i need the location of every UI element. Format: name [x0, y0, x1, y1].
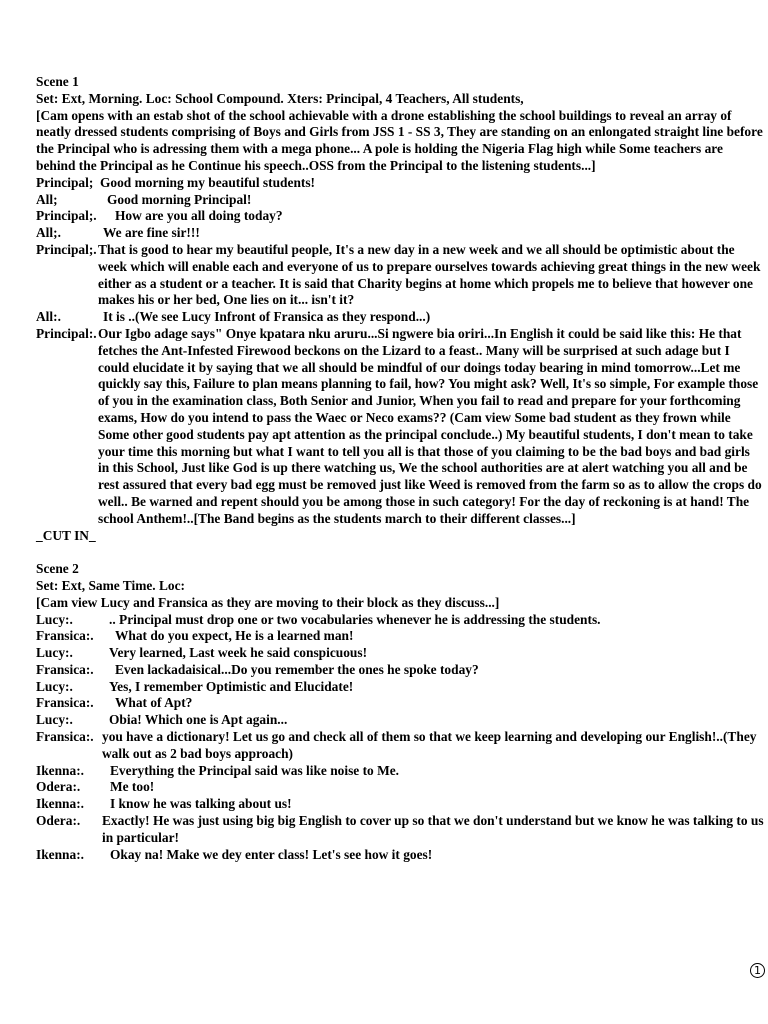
dialogue-line [36, 628, 764, 645]
dialogue-line [36, 679, 764, 696]
dialogue-line [36, 662, 764, 679]
scene-spacer [36, 544, 764, 561]
script-content [36, 74, 764, 863]
speaker-name: Fransica:. [36, 628, 94, 644]
dialogue-line [36, 326, 764, 528]
speaker-name: Lucy:. [36, 611, 73, 627]
page-number: 1 [750, 963, 765, 978]
speaker-name: Odera:. [36, 779, 81, 795]
dialogue-text: Yes, I remember Optimistic and Elucidate! [109, 678, 354, 694]
speaker-name: Fransica:. [36, 661, 94, 677]
dialogue-line [36, 779, 764, 796]
dialogue-text: Good morning my beautiful students! [100, 174, 316, 190]
dialogue-line [36, 242, 764, 309]
dialogue-line [36, 225, 764, 242]
dialogue-line [36, 309, 764, 326]
dialogue-text: Okay na! Make we dey enter class! Let's see how it goes! [110, 846, 433, 862]
dialogue-text: I know he was talking about us! [110, 796, 292, 812]
speaker-name: All;. [36, 225, 61, 241]
speaker-name: All; [36, 191, 58, 207]
dialogue-text: It is ..(We see Lucy Infront of Fransica as they respond...) [103, 309, 431, 325]
dialogue-text: Exactly! He was just using big big English to cover up so that we don't understand but we know he was talking to us in particular! [102, 813, 764, 845]
dialogue-text: What of Apt? [115, 695, 193, 711]
dialogue-text: That is good to hear my beautiful people, It's a new day in a new week and we all should be optimistic about the week which will enable each and everyone of us to prepare ourselves towards achieving great things in the new week either as a student or a teacher. It is said that Charity begins at home which propels me to believe that however one makes his or her bed, One lies on it... isn't it? [98, 241, 761, 308]
speaker-name: Lucy:. [36, 645, 73, 661]
scene-2-set: Set: Ext, Same Time. Loc: [36, 577, 186, 593]
speaker-name: Lucy:. [36, 678, 73, 694]
speaker-name: Ikenna:. [36, 796, 84, 812]
dialogue-text: Me too! [110, 779, 155, 795]
dialogue-line [36, 175, 764, 192]
dialogue-line [36, 645, 764, 662]
scene-1-title: Scene 1 [36, 74, 79, 89]
dialogue-line [36, 612, 764, 629]
dialogue-line [36, 763, 764, 780]
dialogue-text: Obia! Which one is Apt again... [109, 712, 288, 728]
dialogue-line [36, 208, 764, 225]
cut-in-transition: _CUT IN_ [36, 527, 96, 543]
dialogue-line [36, 813, 764, 847]
scene-2-direction: [Cam view Lucy and Fransica as they are moving to their block as they discuss...] [36, 594, 500, 610]
speaker-name: Principal:. [36, 325, 97, 341]
speaker-name: Odera:. [36, 813, 81, 829]
scene-1 [36, 74, 764, 544]
dialogue-text: .. Principal must drop one or two vocabularies whenever he is addressing the students. [109, 611, 601, 627]
speaker-name: All:. [36, 309, 61, 325]
dialogue-text: Our Igbo adage says" Onye kpatara nku aruru...Si ngwere bia oriri...In English it could be said like this: He that fetches the Ant-Infested Firewood beckons on the Lizard to a feast.. Many will be surprised at such adage but I could elucidate it by saying that we all should be mindful of our doings today bearing in mind tomorrow...Let me quickly say this, Failure to plan means planning to fail, how? You might ask? Well, It's so simple, For example those of you in the examination class, Both Senior and Junior, When you fail to read and prepare for your forthcoming exams, How do you intend to pass the Waec or Neco exams?? (Cam view Some bad student as they frown while Some other good students pay apt attention as the principal conclude..) My beautiful students, I don't mean to take your time this morning but what I want to tell you all is that those of you claiming to be the bad boys and bad girls in this School, Just like God is up there watching us, We the school authorities are at alert watching you all and be rest assured that every bad egg must be removed just like Weed is removed from the farm so as to allow the crops do well.. Be warned and repent should you be among those in such category! For the day of reckoning is at hand! The school Anthem!..[The Band begins as the students march to their different classes...] [98, 325, 762, 526]
speaker-name: Lucy:. [36, 712, 73, 728]
scene-1-direction: [Cam opens with an estab shot of the school achievable with a drone establishing the school buildings to reveal an array of neatly dressed students comprising of Boys and Girls from JSS 1 - SS 3, They are standing on an enlongated straight line before the Principal who is adressing them with a mega phone... A pole is holding the Nigeria Flag high while Some teachers are behind the Principal as he Continue his speech..OSS from the Principal to the listening students...] [36, 107, 763, 173]
dialogue-line [36, 712, 764, 729]
scene-2-title: Scene 2 [36, 561, 79, 577]
scene-1-set: Set: Ext, Morning. Loc: School Compound. Xters: Principal, 4 Teachers, All students, [36, 90, 524, 106]
speaker-name: Principal; [36, 174, 94, 190]
speaker-name: Ikenna:. [36, 762, 84, 778]
speaker-name: Fransica:. [36, 729, 94, 745]
dialogue-text: Good morning Principal! [107, 191, 252, 207]
dialogue-text: Even lackadaisical...Do you remember the ones he spoke today? [115, 661, 479, 677]
dialogue-text: We are fine sir!!! [103, 225, 200, 241]
speaker-name: Principal;. [36, 241, 97, 257]
dialogue-text: Everything the Principal said was like noise to Me. [110, 762, 400, 778]
dialogue-text: What do you expect, He is a learned man! [115, 628, 354, 644]
speaker-name: Ikenna:. [36, 846, 84, 862]
scene-2 [36, 561, 764, 863]
dialogue-text: Very learned, Last week he said conspicuous! [109, 645, 368, 661]
dialogue-line [36, 192, 764, 209]
dialogue-line [36, 729, 764, 763]
dialogue-text: you have a dictionary! Let us go and check all of them so that we keep learning and developing our English!..(They walk out as 2 bad boys approach) [102, 729, 757, 761]
speaker-name: Principal;. [36, 208, 97, 224]
dialogue-line [36, 847, 764, 864]
dialogue-line [36, 796, 764, 813]
dialogue-text: How are you all doing today? [115, 208, 283, 224]
dialogue-line [36, 695, 764, 712]
speaker-name: Fransica:. [36, 695, 94, 711]
